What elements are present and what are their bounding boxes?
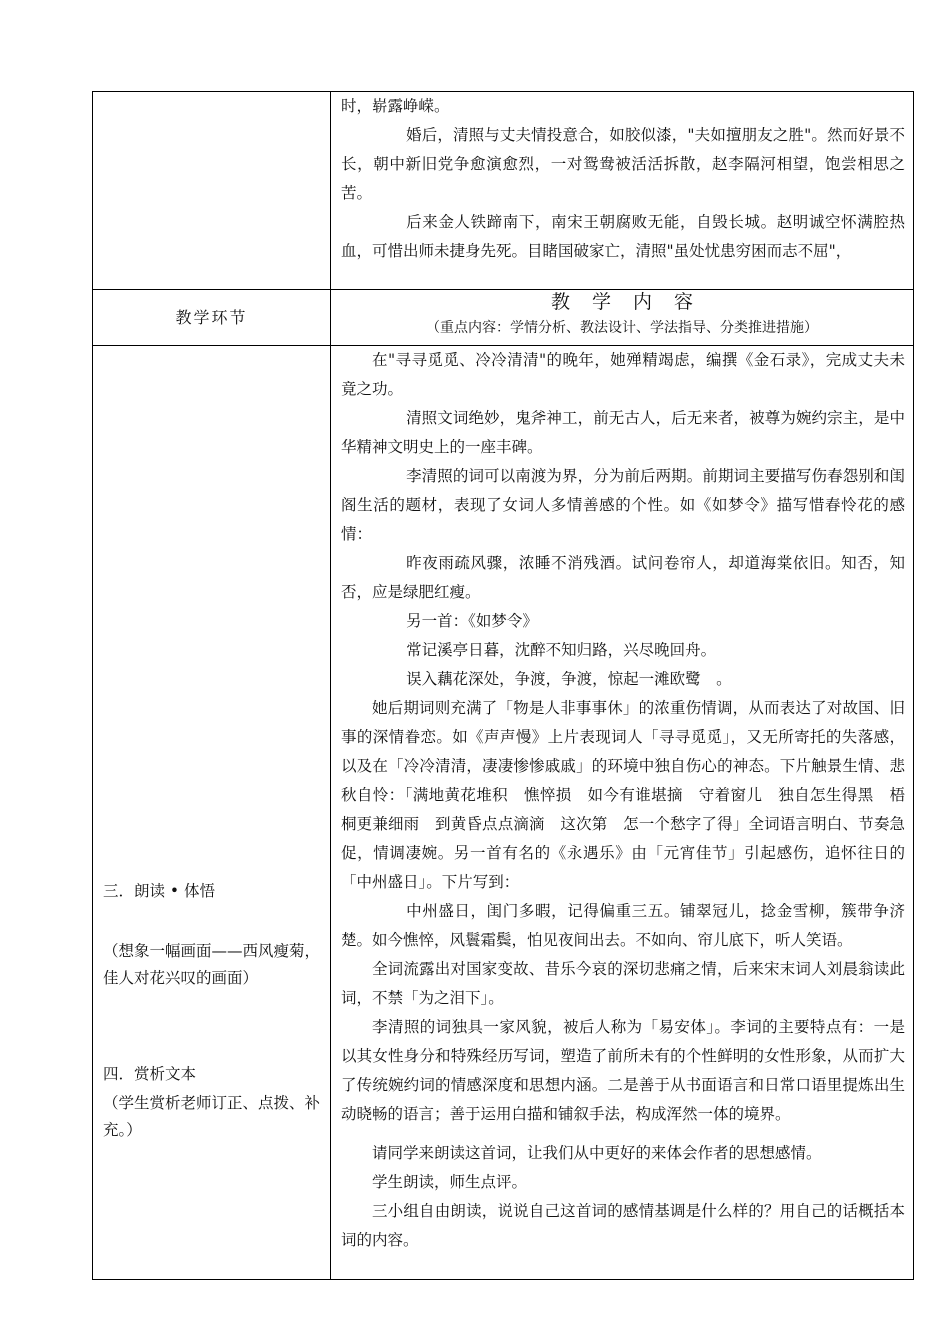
poem-line: 常记溪亭日暮，沈醉不知归路，兴尽晚回舟。 (406, 641, 717, 659)
poem-heading: 另一首：《如梦令》 (406, 612, 538, 630)
main-row (93, 346, 914, 1280)
continuation-paragraph: 后来金人铁蹄南下，南宋王朝腐败无能，自毁长城。赵明诚空怀满腔热血，可惜出师未捷身先死。目睹国破家亡，清照"虽处忧患穷困而志不屈"， (341, 213, 905, 260)
content-paragraph: 她后期词则充满了「物是人非事事休」的浓重伤情调，从而表达了对故国、旧事的深情眷恋。如《声声慢》上片表现词人「寻寻觅觅」，又无所寄托的失落感，以及在「冷冷清清，凄凄惨惨戚戚」的环境中独自伤心的神态。下片触景生情、悲秋自怜：「满地黄花堆积 憔悴损 如今有谁堪摘 守着窗儿 独自怎生得黑 梧桐更兼细雨 到黄昏点点滴滴 这次第 怎一个愁字了得」全词语言明白、节奏急促，情调凄婉。另一首有名的《永遇乐》由「元宵佳节」引起感伤，追怀往日的「中州盛日」。下片写到： (341, 699, 905, 891)
content-paragraph: 在"寻寻觅觅、冷冷清清"的晚年，她殚精竭虑，编撰《金石录》，完成丈夫未竟之功。 (341, 351, 905, 398)
section3-note: （想象一幅画面——西风瘦菊，佳人对花兴叹的画面） (103, 942, 321, 987)
poem-paragraph: 中州盛日，闺门多暇，记得偏重三五。铺翠冠儿，捻金雪柳，簇带争济楚。如今憔悴，风鬟霜鬓，怕见夜间出去。不如向、帘儿底下，听人笑语。 (341, 902, 905, 949)
main-right-cell (331, 346, 914, 1280)
content-paragraph: 李清照的词独具一家风貌，被后人称为「易安体」。李词的主要特点有：一是以其女性身分和特殊经历写词，塑造了前所未有的个性鲜明的女性形象，从而扩大了传统婉约词的情感深度和思想内涵。二是善于从书面语言和日常口语里提炼出生动晓畅的语言；善于运用白描和铺叙手法，构成浑然一体的境界。 (341, 1018, 905, 1123)
content-paragraph: 全词流露出对国家变故、昔乐今哀的深切悲痛之情，后来宋末词人刘晨翁读此词，不禁「为之泪下」。 (341, 960, 905, 1007)
header-left-cell (93, 290, 331, 346)
activity-paragraph: 请同学来朗读这首词，让我们从中更好的来体会作者的思想感情。 (372, 1144, 822, 1162)
continuation-right-cell (331, 92, 914, 290)
lesson-plan-table (92, 91, 914, 1280)
content-paragraph: 清照文词绝妙，鬼斧神工，前无古人，后无来者，被尊为婉约宗主，是中华精神文明史上的一座丰碑。 (341, 409, 905, 456)
activity-paragraph: 三小组自由朗读，说说自己这首词的感情基调是什么样的？用自己的话概括本词的内容。 (341, 1202, 905, 1249)
section4-note: （学生赏析老师订正、点拨、补充。） (103, 1094, 321, 1139)
header-right-cell (331, 290, 914, 346)
main-left-cell (93, 346, 331, 1280)
content-paragraph: 李清照的词可以南渡为界，分为前后两期。前期词主要描写伤春怨别和闺阁生活的题材，表现了女词人多情善感的个性。如《如梦令》描写惜春怜花的感情： (341, 467, 905, 543)
continuation-paragraph: 婚后，清照与丈夫情投意合，如胶似漆，"夫如擅朋友之胜"。然而好景不长，朝中新旧党争愈演愈烈，一对鸳鸯被活活拆散，赵李隔河相望，饱尝相思之苦。 (341, 126, 905, 202)
header-teaching-stage: 教学环节 (175, 308, 248, 327)
poem-line: 误入藕花深处，争渡，争渡，惊起一滩欧鹭 。 (406, 670, 732, 688)
poem-paragraph: 昨夜雨疏风骤，浓睡不消残酒。试问卷帘人，却道海棠依旧。知否，知否，应是绿肥红瘦。 (341, 554, 905, 601)
activity-paragraph: 学生朗读，师生点评。 (372, 1173, 528, 1191)
section3-title: 三．朗读 • 体悟 (103, 882, 215, 900)
continuation-row (93, 92, 914, 290)
continuation-left-cell (93, 92, 331, 290)
section4-title: 四．赏析文本 (103, 1065, 197, 1083)
header-subtitle: （重点内容：学情分析、教法设计、学法指导、分类推进措施） (426, 320, 818, 336)
header-teaching-content: 教学内容 (550, 291, 715, 313)
header-row (93, 290, 914, 346)
continuation-paragraph: 时，崭露峥嵘。 (341, 97, 450, 115)
